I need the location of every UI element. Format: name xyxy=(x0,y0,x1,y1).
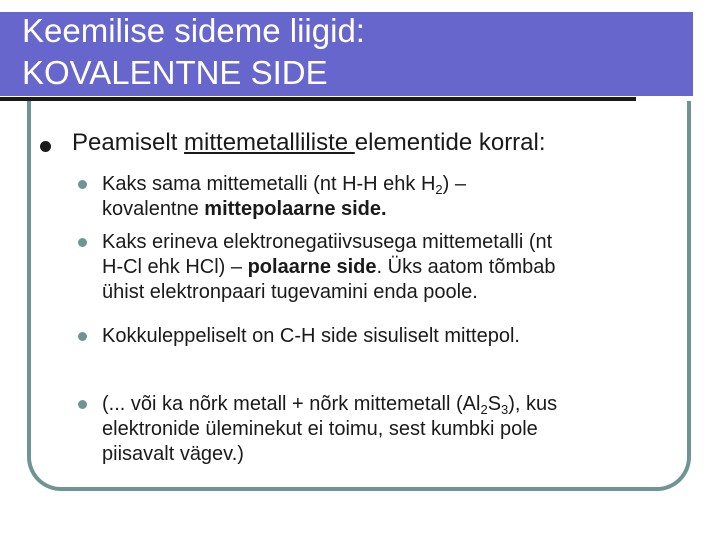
item-text: Kaks sama mittemetalli (nt H-H ehk H xyxy=(102,173,436,195)
subscript: 2 xyxy=(480,402,488,417)
subscript: 2 xyxy=(435,182,443,197)
item-text: Kaks erineva elektronegatiivsusega mittemetalli (nt xyxy=(102,231,553,253)
bullet-dot xyxy=(78,332,87,341)
title-line-1: Keemilise sideme liigid: xyxy=(22,12,365,49)
main-point xyxy=(72,128,702,158)
bullet-dot xyxy=(78,400,87,409)
item-text: ) – xyxy=(442,173,466,195)
item-text: piisavalt vägev.) xyxy=(102,443,244,465)
bullet-dot xyxy=(78,180,87,189)
item-bold-text: polaarne side xyxy=(247,256,377,278)
main-point-prefix: Peamiselt xyxy=(72,129,185,156)
main-point-suffix: elementide korral: xyxy=(354,129,546,156)
item-text: elektronide üleminekut ei toimu, sest kumbki pole xyxy=(102,418,538,440)
item-text: (... või ka nõrk metall + nõrk mittemetall (Al xyxy=(102,393,481,415)
item-text: H-Cl ehk HCl) – xyxy=(102,256,248,278)
bullet-dot xyxy=(78,238,87,247)
list-item xyxy=(102,172,694,222)
main-point-underlined: mittemetalliliste xyxy=(184,129,355,156)
list-item xyxy=(102,392,694,467)
item-text: ühist elektronpaari tugevamini enda poole. xyxy=(102,281,478,303)
subscript: 3 xyxy=(501,402,509,417)
item-bold-text: mittepolaarne side. xyxy=(204,198,387,220)
item-text: . Üks aatom tõmbab xyxy=(376,256,556,278)
title-line-2: KOVALENTNE SIDE xyxy=(22,54,328,91)
bullet-dot xyxy=(40,141,51,152)
item-text: kovalentne xyxy=(102,198,205,220)
item-text: ), kus xyxy=(508,393,558,415)
item-text: S xyxy=(487,393,502,415)
list-item xyxy=(102,324,694,349)
item-text: Kokkuleppeliselt on C-H side sisuliselt mittepol. xyxy=(102,325,520,347)
list-item xyxy=(102,230,694,305)
